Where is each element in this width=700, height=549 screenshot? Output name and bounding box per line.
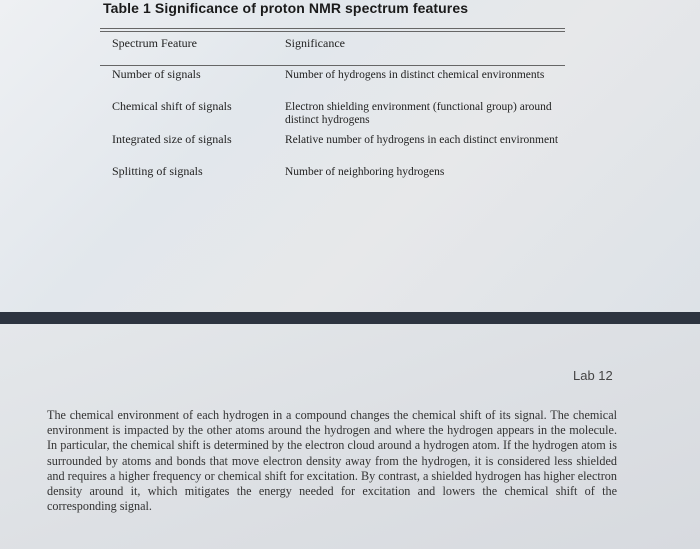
- body-paragraph: The chemical environment of each hydrogen in a compound changes the chemical shift of its signal. The chemical environment is impacted by the other atoms around the hydrogen and where the hydrogen appears in the molecule. In particular, the chemical shift is determined by the electron cloud around a hydrogen atom. If the hydrogen atom is surrounded by atoms and bonds that move electron density away from the hydrogen, it is considered less shielded and requires a higher frequency or chemical shift for excitation. By contrast, a shielded hydrogen has higher electron density around it, which mitigates the energy needed for excitation and lowers the chemical shift of the corresponding signal.: [47, 408, 617, 514]
- row-significance: Number of neighboring hydrogens: [285, 166, 445, 178]
- table-top-rule: [100, 28, 565, 29]
- row-significance: Relative number of hydrogens in each distinct environment: [285, 134, 559, 146]
- table-title: Table 1 Significance of proton NMR spectrum features: [103, 0, 469, 16]
- row-feature: Number of signals: [112, 67, 201, 81]
- row-feature: Splitting of signals: [112, 164, 203, 178]
- header-rule: [100, 65, 565, 66]
- header-spectrum-feature: Spectrum Feature: [112, 36, 197, 50]
- row-feature: Chemical shift of signals: [112, 99, 232, 113]
- row-significance: Number of hydrogens in distinct chemical environments: [285, 69, 545, 81]
- page-label: Lab 12: [573, 368, 613, 383]
- row-significance: Electron shielding environment (functional group) around distinct hydrogens: [285, 101, 552, 126]
- row-feature: Integrated size of signals: [112, 132, 232, 146]
- page-divider: [0, 312, 700, 324]
- header-significance: Significance: [285, 36, 345, 50]
- table-top-rule-2: [100, 31, 565, 32]
